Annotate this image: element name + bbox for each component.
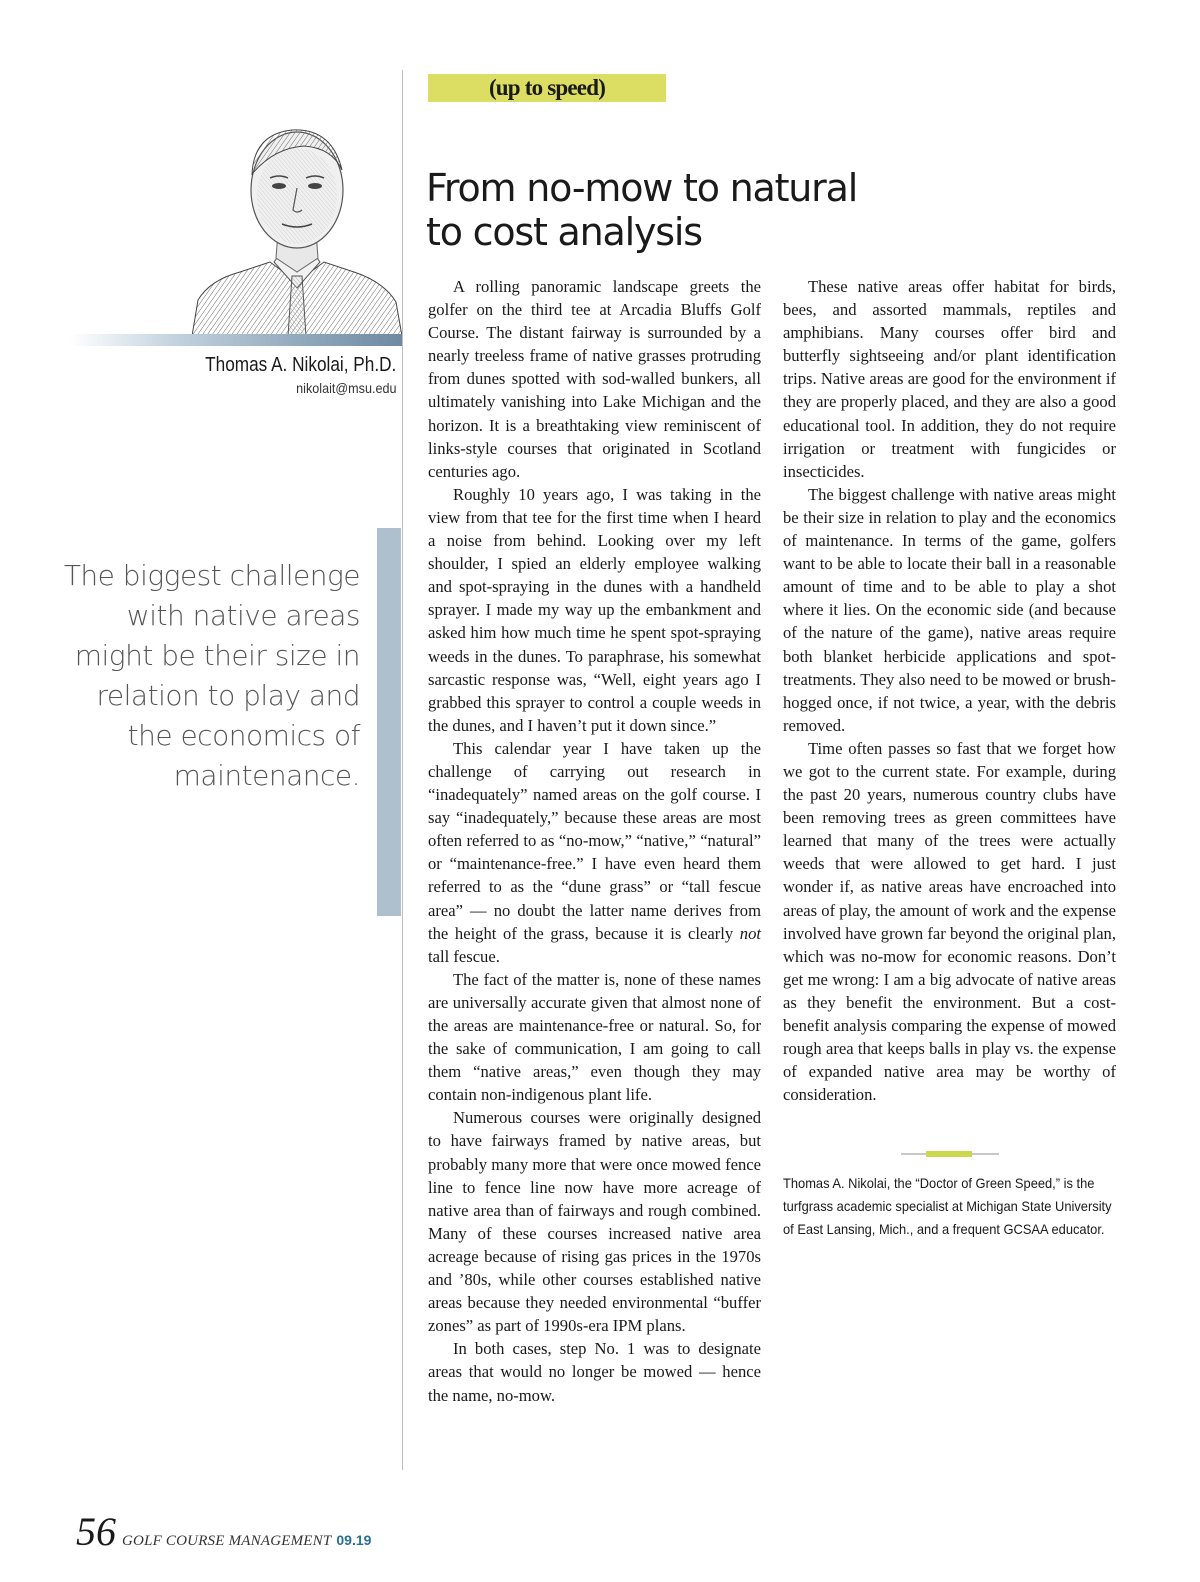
pull-quote: The biggest challenge with native areas might be their size in relation to play and the economics of maintenance. (63, 559, 360, 792)
author-name: Thomas A. Nikolai, Ph.D. (204, 354, 396, 376)
article-column-right (783, 275, 1116, 1106)
paragraph: These native areas offer habitat for birds, bees, and assorted mammals, reptiles and amphibians. Many courses offer bird and butterfly sightseeing and/or plant identification trips. Native areas are good for the environment if they are properly placed, and they are also a good educational tool. In addition, they do not require irrigation or treatment with fungicides or insecticides. (783, 277, 1116, 481)
paragraph (428, 737, 761, 968)
paragraph: In both cases, step No. 1 was to designate areas that would no longer be mowed — hence the name, no-mow. (428, 1339, 761, 1405)
paragraph-text: This calendar year I have taken up the challenge of carrying out research in “inadequately” named areas on the golf course. I say “inadequately,” because these areas are most often referred to as “no-mow,” “native,” “natural” or “maintenance-free.” I have even heard them referred to as the “dune grass” or “tall fescue area” — no doubt the latter name derives from the height of the grass, because it is clearly (428, 738, 761, 943)
paragraph: The biggest challenge with native areas might be their size in relation to play and the economics of maintenance. In terms of the game, golfers want to be able to locate their ball in a reasonable amount of time and to be able to play a shot where it lies. On the economic side (and because of the nature of the game), native areas require both blanket herbicide applications and spot-treatments. They also need to be mowed or brush-hogged once, if not twice, a year, with the debris removed. (783, 484, 1116, 735)
pull-quote-bar (377, 528, 401, 916)
author-divider-bar (70, 334, 402, 346)
bio-divider-accent (926, 1151, 972, 1157)
section-tag: (up to speed) (428, 74, 666, 102)
author-bio: Thomas A. Nikolai, the “Doctor of Green Speed,” is the turfgrass academic specialist at Michigan State University of East Lansing, Mich., and a frequent GCSAA educator. (783, 1175, 1112, 1237)
paragraph: Time often passes so fast that we forget how we got to the current state. For example, during the past 20 years, numerous country clubs have been removing trees as green committees have learned that many of the trees were actually weeds that were allowed to get hard. I just wonder if, as native areas have encroached into areas of play, the amount of work and the expense involved have grown far beyond the original plan, which was no-mow for economic reasons. Don’t get me wrong: I am a big advocate of native areas as they benefit the environment. But a cost-benefit analysis comparing the expense of mowed rough area that keeps balls in play vs. the expense of expanded native area may be worthy of consideration. (783, 738, 1116, 1105)
issue-number: 09.19 (336, 1532, 372, 1548)
headline-line-1: From no-mow to natural (426, 166, 858, 210)
paragraph-tail: tall fescue. (428, 946, 500, 966)
article-column-left (428, 275, 761, 1407)
headline-line-2: to cost analysis (426, 210, 702, 254)
author-portrait (192, 112, 402, 336)
headline (426, 166, 986, 254)
paragraph: A rolling panoramic landscape greets the golfer on the third tee at Arcadia Bluffs Golf Course. The distant fairway is surrounded by a nearly treeless frame of native grasses protruding from dunes spotted with sod-walled bunkers, all ultimately vanishing into Lake Michigan and the horizon. It is a breathtaking view reminiscent of links-style courses that originated in Scotland centuries ago. (428, 277, 761, 481)
author-email[interactable]: nikolait@msu.edu (295, 380, 396, 396)
page-number: 56 (76, 1509, 116, 1554)
paragraph: Numerous courses were originally designed to have fairways framed by native areas, but probably many more that were once mowed fence line to fence line now have more acreage of native area than of fairways and rough combined. Many of these courses increased native area acreage because of rising gas prices in the 1970s and ’80s, while other courses established native areas because they needed environmental “buffer zones” as part of 1990s-era IPM plans. (428, 1108, 761, 1336)
column-divider (402, 70, 403, 1470)
publication-name: GOLF COURSE MANAGEMENT (122, 1533, 332, 1549)
paragraph: The fact of the matter is, none of these names are universally accurate given that almost none of the areas are maintenance-free or natural. So, for the sake of communication, I am going to call them “native areas,” even though they may contain non-indigenous plant life. (428, 969, 761, 1105)
emphasis-not: not (739, 923, 761, 943)
paragraph: Roughly 10 years ago, I was taking in the view from that tee for the first time when I heard a noise from behind. Looking over my left shoulder, I spied an elderly employee walking and spot-spraying in the dunes with a handheld sprayer. I made my way up the embankment and asked him how much time he spent spot-spraying weeds in the dunes. To paraphrase, his somewhat sarcastic response was, “Well, eight years ago I grabbed this sprayer to control a couple weeds in the dunes, and I haven’t put it down since.” (428, 484, 761, 735)
page-footer (76, 1508, 371, 1555)
